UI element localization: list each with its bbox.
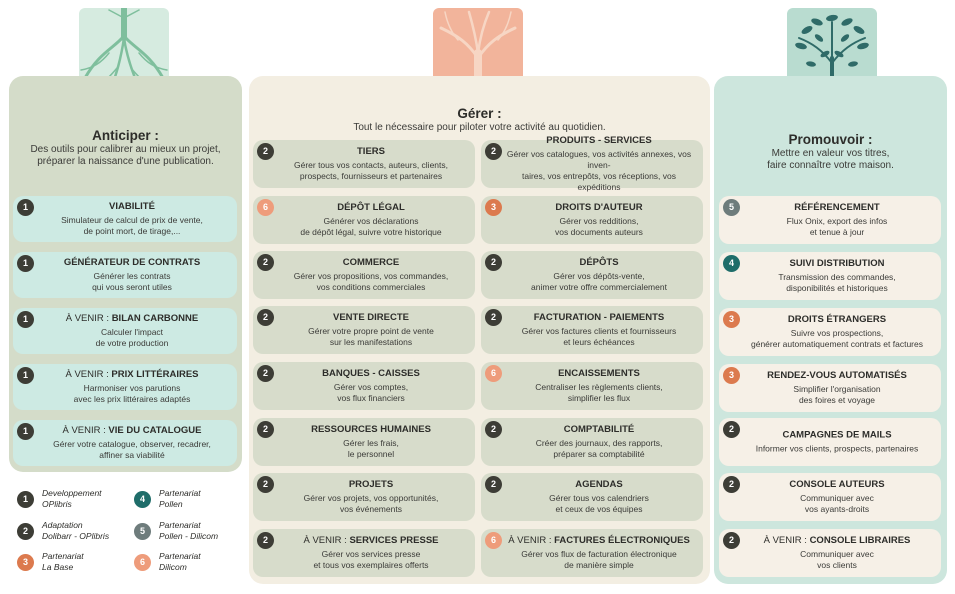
card-produits-services bbox=[481, 135, 703, 192]
card-title bbox=[739, 430, 935, 442]
card-title bbox=[739, 314, 935, 326]
card-agendas bbox=[481, 473, 703, 521]
card-comptabilite bbox=[481, 418, 703, 466]
card-banques-caisses bbox=[253, 362, 475, 410]
card-title-text: SERVICES PRESSE bbox=[349, 535, 439, 546]
coming-soon-label: À VENIR : bbox=[508, 535, 555, 546]
card-description: Gérer vos services presse et tous vos exemplaires offerts bbox=[313, 549, 429, 570]
card-badge: 2 bbox=[257, 421, 274, 438]
card-description: Gérer vos catalogues, vos activités annexes, vos inven- taires, vos entrepôts, vos réceptions, vos expéditions bbox=[506, 149, 692, 192]
card-title bbox=[501, 135, 697, 147]
card-title-text: SUIVI DISTRIBUTION bbox=[789, 258, 885, 269]
card-title-text: VIABILITÉ bbox=[109, 201, 155, 212]
card-title bbox=[273, 257, 469, 269]
card-title bbox=[501, 535, 697, 547]
card-commerce bbox=[253, 251, 475, 299]
card-title-text: AGENDAS bbox=[575, 479, 623, 490]
card-title bbox=[739, 258, 935, 270]
card-description: Générer vos déclarations de dépôt légal, suivre votre historique bbox=[300, 216, 442, 237]
card-badge: 2 bbox=[485, 309, 502, 326]
card-badge: 1 bbox=[17, 423, 34, 440]
card-console-auteurs bbox=[719, 473, 941, 521]
card-rendez-vous-automatises bbox=[719, 364, 941, 412]
card-title bbox=[501, 312, 697, 324]
card-badge: 6 bbox=[257, 199, 274, 216]
card-prix-litteraires bbox=[13, 364, 237, 410]
card-description: Gérer les frais, le personnel bbox=[343, 438, 399, 459]
anticiper-subtitle: Des outils pour calibrer au mieux un projet, préparer la naissance d'une publication. bbox=[30, 144, 221, 167]
card-title-text: CONSOLE AUTEURS bbox=[789, 479, 885, 490]
legend-badge: 3 bbox=[17, 554, 34, 571]
card-title-text: CAMPAGNES DE MAILS bbox=[782, 429, 892, 441]
card-description: Gérer tous vos calendriers et ceux de vos équipes bbox=[549, 493, 649, 514]
card-encaissements bbox=[481, 362, 703, 410]
card-description: Gérer tous vos contacts, auteurs, clients, prospects, fournisseurs et partenaires bbox=[293, 160, 448, 181]
card-badge: 2 bbox=[257, 309, 274, 326]
card-title bbox=[739, 535, 935, 547]
card-badge: 1 bbox=[17, 311, 34, 328]
card-title-text: RENDEZ-VOUS AUTOMATISÉS bbox=[767, 370, 907, 381]
card-badge: 6 bbox=[485, 532, 502, 549]
card-badge: 2 bbox=[485, 476, 502, 493]
card-title bbox=[501, 257, 697, 269]
card-title-text: RESSOURCES HUMAINES bbox=[311, 424, 431, 435]
legend-item bbox=[134, 488, 246, 518]
card-title-text: DROITS D'AUTEUR bbox=[555, 202, 643, 213]
card-badge: 2 bbox=[723, 532, 740, 549]
card-badge: 1 bbox=[17, 255, 34, 272]
card-title bbox=[501, 479, 697, 491]
legend-badge: 1 bbox=[17, 491, 34, 508]
card-referencement bbox=[719, 196, 941, 244]
card-title-text: DROITS ÉTRANGERS bbox=[787, 314, 887, 325]
card-description: Simulateur de calcul de prix de vente, de point mort, de tirage,... bbox=[61, 215, 203, 236]
legend-label: Developpement OPlibris bbox=[42, 488, 102, 509]
card-title-text: FACTURES ÉLECTRONIQUES bbox=[554, 535, 690, 546]
card-description: Gérer votre propre point de vente sur les manifestations bbox=[308, 326, 434, 347]
coming-soon-label: À VENIR : bbox=[763, 535, 810, 546]
card-badge: 2 bbox=[723, 476, 740, 493]
card-title bbox=[501, 368, 697, 380]
card-campagnes-de-mails bbox=[719, 418, 941, 466]
card-title bbox=[739, 370, 935, 382]
card-title-text: CONSOLE LIBRAIRES bbox=[809, 535, 911, 546]
coming-soon-label: À VENIR : bbox=[65, 369, 112, 380]
card-title bbox=[739, 202, 935, 214]
card-droits-etrangers bbox=[719, 308, 941, 356]
card-suivi-distribution bbox=[719, 252, 941, 300]
card-description: Transmission des commandes, disponibilités et historiques bbox=[778, 272, 896, 293]
card-title bbox=[273, 368, 469, 380]
card-description: Gérer vos projets, vos opportunités, vos événements bbox=[303, 493, 439, 514]
card-title-text: DÉPÔTS bbox=[579, 257, 619, 268]
card-factures-electroniques bbox=[481, 529, 703, 577]
card-title-text: ENCAISSEMENTS bbox=[558, 368, 640, 379]
card-badge: 4 bbox=[723, 255, 740, 272]
legend-label: Partenariat Dilicom bbox=[159, 551, 201, 572]
legend-badge: 6 bbox=[134, 554, 151, 571]
card-badge: 6 bbox=[485, 365, 502, 382]
card-title-text: COMPTABILITÉ bbox=[563, 424, 635, 435]
card-bilan-carbonne bbox=[13, 308, 237, 354]
legend-item bbox=[17, 551, 129, 581]
card-badge: 2 bbox=[257, 476, 274, 493]
card-viabilite bbox=[13, 196, 237, 242]
card-description: Harmoniser vos parutions avec les prix littéraires adaptés bbox=[73, 383, 191, 404]
card-badge: 1 bbox=[17, 367, 34, 384]
legend-item bbox=[17, 520, 129, 550]
legend-item bbox=[134, 520, 246, 550]
card-title-text: FACTURATION - PAIEMENTS bbox=[533, 312, 665, 323]
card-title bbox=[33, 313, 231, 325]
promouvoir-title: Promouvoir : bbox=[788, 132, 873, 147]
card-description: Gérer vos factures clients et fournisseurs et leurs échéances bbox=[521, 326, 677, 347]
card-services-presse bbox=[253, 529, 475, 577]
card-badge: 2 bbox=[485, 254, 502, 271]
card-droits-d-auteur bbox=[481, 196, 703, 244]
card-description: Gérer vos flux de facturation électronique de manière simple bbox=[521, 549, 677, 570]
coming-soon-label: À VENIR : bbox=[303, 535, 350, 546]
card-description: Communiquer avec vos ayants-droits bbox=[800, 493, 874, 514]
card-description: Flux Onix, export des infos et tenue à jour bbox=[786, 216, 888, 237]
card-description: Calculer l'impact de votre production bbox=[95, 327, 169, 348]
card-description: Gérer vos comptes, vos flux financiers bbox=[333, 382, 409, 403]
card-depots bbox=[481, 251, 703, 299]
card-description: Gérer votre catalogue, observer, recadrer, affiner sa viabilité bbox=[53, 439, 211, 460]
card-description: Suivre vos prospections, générer automatiquement contrats et factures bbox=[751, 328, 923, 349]
legend-item bbox=[17, 488, 129, 518]
card-title bbox=[273, 312, 469, 324]
card-title bbox=[33, 369, 231, 381]
card-description: Générer les contrats qui vous seront utiles bbox=[92, 271, 172, 292]
card-badge: 5 bbox=[723, 199, 740, 216]
card-badge: 2 bbox=[485, 143, 502, 160]
coming-soon-label: À VENIR : bbox=[65, 313, 112, 324]
legend-badge: 5 bbox=[134, 523, 151, 540]
card-vie-du-catalogue bbox=[13, 420, 237, 466]
card-facturation-paiements bbox=[481, 306, 703, 354]
card-title bbox=[273, 535, 469, 547]
promouvoir-subtitle: Mettre en valeur vos titres, faire connaître votre maison. bbox=[767, 148, 894, 171]
card-badge: 2 bbox=[257, 365, 274, 382]
gerer-title: Gérer : bbox=[457, 106, 502, 121]
card-projets bbox=[253, 473, 475, 521]
card-title-text: BANQUES - CAISSES bbox=[322, 368, 420, 379]
card-title-text: VIE DU CATALOGUE bbox=[108, 425, 202, 436]
card-title bbox=[501, 424, 697, 436]
card-title-text: DÉPÔT LÉGAL bbox=[337, 202, 405, 213]
card-badge: 2 bbox=[485, 421, 502, 438]
card-description: Simplifier l'organisation des foires et voyage bbox=[793, 384, 881, 405]
card-title-text: BILAN CARBONNE bbox=[111, 313, 199, 324]
legend-badge: 4 bbox=[134, 491, 151, 508]
card-badge: 2 bbox=[257, 143, 274, 160]
card-vente-directe bbox=[253, 306, 475, 354]
coming-soon-label: À VENIR : bbox=[62, 425, 109, 436]
card-generateur-de-contrats bbox=[13, 252, 237, 298]
card-description: Informer vos clients, prospects, partenaires bbox=[755, 443, 919, 454]
card-tiers bbox=[253, 140, 475, 188]
card-description: Centraliser les règlements clients, simplifier les flux bbox=[535, 382, 663, 403]
card-badge: 2 bbox=[257, 532, 274, 549]
card-title bbox=[273, 202, 469, 214]
card-description: Communiquer avec vos clients bbox=[800, 549, 874, 570]
card-title bbox=[273, 479, 469, 491]
card-title bbox=[273, 424, 469, 436]
card-description: Créer des journaux, des rapports, préparer sa comptabilité bbox=[535, 438, 663, 459]
card-badge: 2 bbox=[257, 254, 274, 271]
card-title bbox=[33, 257, 231, 269]
legend-label: Partenariat La Base bbox=[42, 551, 84, 572]
legend-item bbox=[134, 551, 246, 581]
card-title bbox=[273, 146, 469, 158]
card-title-text: GÉNÉRATEUR DE CONTRATS bbox=[63, 257, 201, 268]
card-title-text: RÉFÉRENCEMENT bbox=[794, 202, 880, 213]
card-description: Gérer vos dépôts-vente, animer votre offre commercialement bbox=[531, 271, 667, 292]
card-title-text: PROJETS bbox=[348, 479, 394, 490]
card-badge: 3 bbox=[485, 199, 502, 216]
card-ressources-humaines bbox=[253, 418, 475, 466]
card-description: Gérer vos propositions, vos commandes, vos conditions commerciales bbox=[293, 271, 449, 292]
card-title-text: TIERS bbox=[357, 146, 385, 157]
card-title bbox=[739, 479, 935, 491]
card-title-text: COMMERCE bbox=[342, 257, 400, 268]
legend-badge: 2 bbox=[17, 523, 34, 540]
card-depot-legal bbox=[253, 196, 475, 244]
legend-label: Partenariat Pollen - Dilicom bbox=[159, 520, 219, 541]
card-badge: 3 bbox=[723, 367, 740, 384]
card-badge: 1 bbox=[17, 199, 34, 216]
gerer-subtitle: Tout le nécessaire pour piloter votre activité au quotidien. bbox=[353, 122, 606, 133]
card-title bbox=[33, 201, 231, 213]
card-title-text: PRIX LITTÉRAIRES bbox=[111, 369, 199, 380]
card-title bbox=[33, 425, 231, 437]
card-title bbox=[501, 202, 697, 214]
card-badge: 2 bbox=[723, 421, 740, 438]
card-console-libraires bbox=[719, 529, 941, 577]
card-badge: 3 bbox=[723, 311, 740, 328]
legend-label: Adaptation Dolibarr - OPlibris bbox=[42, 520, 110, 541]
card-title-text: PRODUITS - SERVICES bbox=[546, 135, 652, 146]
legend-label: Partenariat Pollen bbox=[159, 488, 201, 509]
anticiper-title: Anticiper : bbox=[92, 128, 159, 143]
card-title-text: VENTE DIRECTE bbox=[332, 312, 409, 323]
card-description: Gérer vos redditions, vos documents auteurs bbox=[555, 216, 643, 237]
